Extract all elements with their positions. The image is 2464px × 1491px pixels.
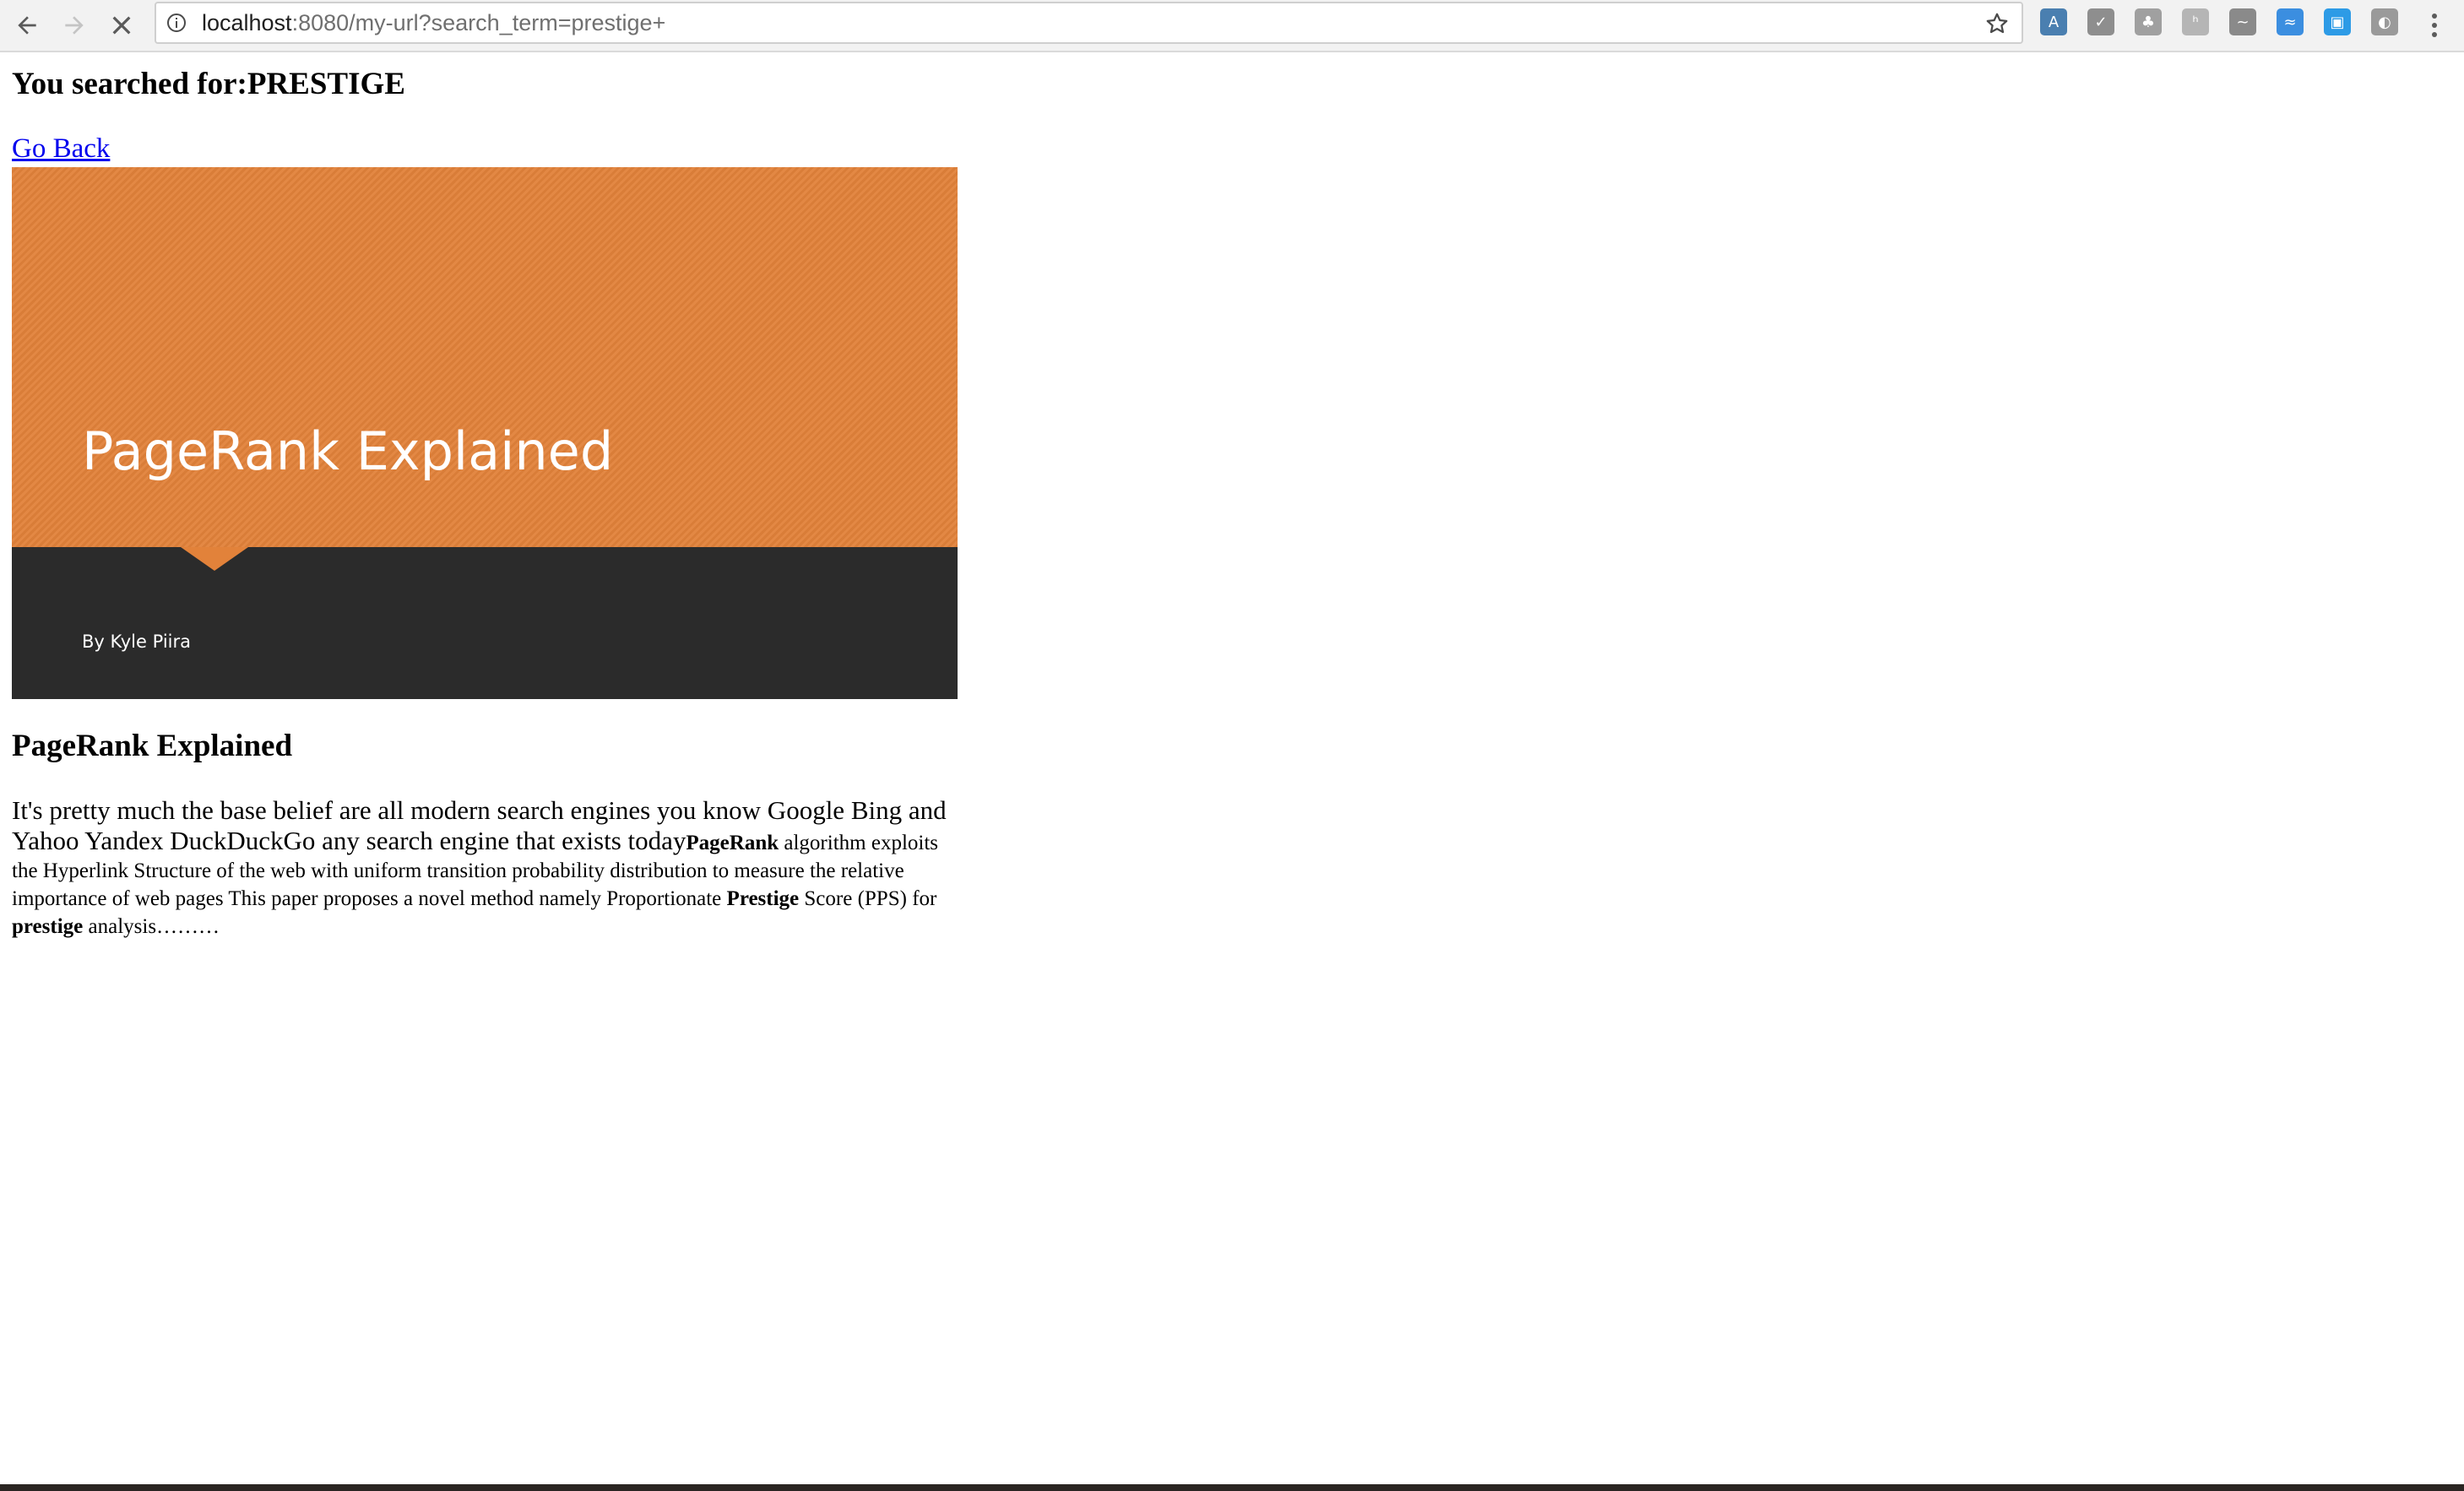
extension-icon[interactable]: ʰ	[2182, 8, 2209, 35]
back-arrow-icon	[14, 12, 41, 39]
url-path: :8080/my-url?search_term=prestige+	[291, 10, 666, 35]
back-button[interactable]	[8, 7, 46, 44]
url-host: localhost	[202, 10, 292, 35]
stop-loading-icon	[108, 12, 135, 39]
extension-icon[interactable]: A	[2040, 8, 2067, 35]
snippet-intro: It's pretty much the base belief are all modern search engines you know Google Bing and Yahoo Yandex DuckDuckGo any search engine that exists today	[12, 795, 947, 855]
go-back-link[interactable]: Go Back	[12, 133, 111, 164]
result-title: PageRank Explained	[12, 729, 293, 763]
slide-author: By Kyle Piira	[82, 632, 191, 652]
extension-icon[interactable]: ◐	[2371, 8, 2398, 35]
site-info-icon[interactable]	[166, 13, 187, 33]
extension-icon[interactable]: ✓	[2087, 8, 2114, 35]
result-snippet	[12, 795, 958, 941]
slide-bottom-panel	[12, 547, 958, 699]
url-text[interactable]	[202, 3, 665, 42]
bookmark-star-icon[interactable]	[1984, 11, 2010, 36]
forward-button[interactable]	[56, 7, 93, 44]
extension-icon[interactable]: ~	[2229, 8, 2256, 35]
forward-arrow-icon	[61, 12, 88, 39]
slide-top-panel	[12, 167, 958, 547]
snippet-bold-prestige-lower: prestige	[12, 915, 84, 938]
snippet-text-4: analysis………	[83, 915, 220, 938]
slide-notch	[181, 547, 248, 571]
stop-button[interactable]	[103, 7, 140, 44]
chrome-menu-icon[interactable]	[2422, 7, 2447, 44]
browser-toolbar	[0, 0, 2464, 52]
desktop-edge	[0, 1484, 2464, 1491]
slide-title: PageRank Explained	[82, 420, 614, 482]
snippet-bold-prestige: Prestige	[726, 887, 800, 910]
search-term-heading: You searched for:PRESTIGE	[12, 67, 405, 101]
snippet-text-2: algorithm exploits the Hyperlink Structure of the web with uniform transition probability distribution to measure the relative importance of web pages This paper proposes a novel method namely Proportionate	[12, 832, 939, 910]
address-bar[interactable]	[155, 2, 2023, 44]
extension-icon[interactable]: ≈	[2277, 8, 2304, 35]
extension-icon[interactable]: ♣	[2135, 8, 2162, 35]
extension-icon[interactable]: ▣	[2324, 8, 2351, 35]
snippet-text-3: Score (PPS) for	[799, 887, 937, 910]
snippet-bold-pagerank: PageRank	[686, 832, 779, 854]
slide-thumbnail	[12, 167, 958, 699]
